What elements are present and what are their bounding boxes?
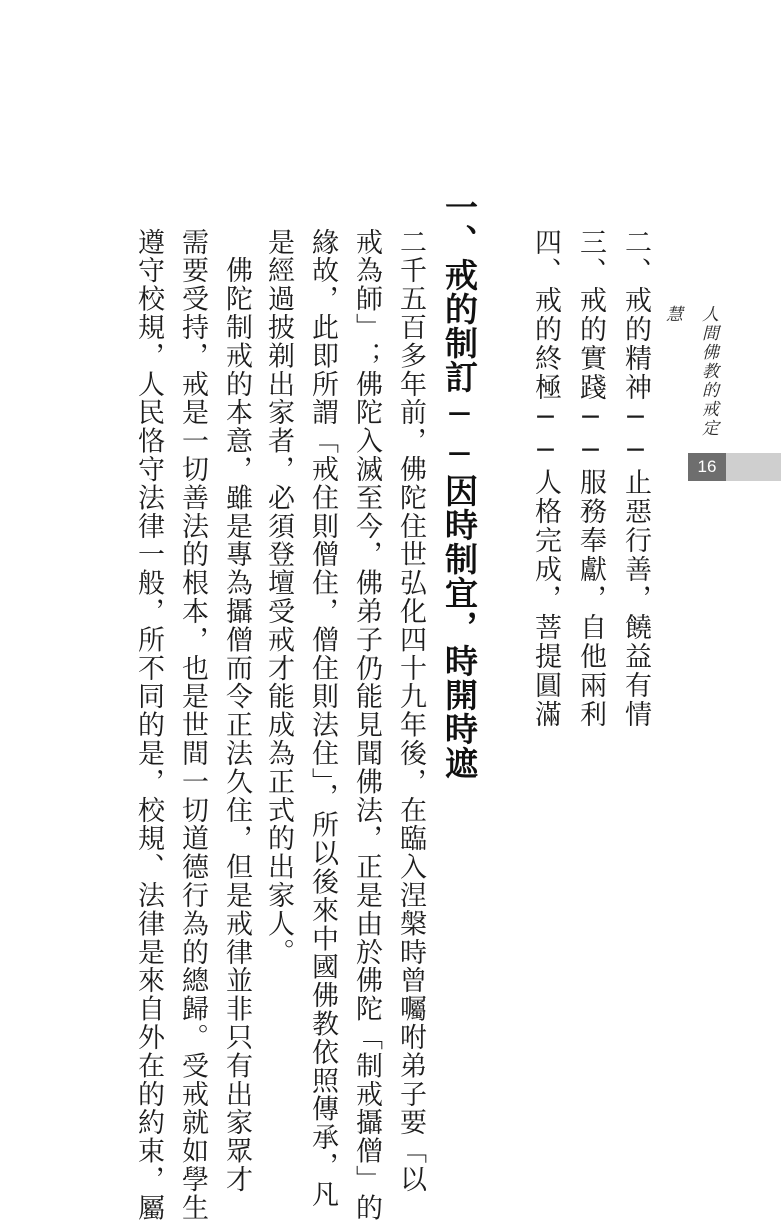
outline-item: 二、戒的精神──止惡行善，饒益有情 — [620, 228, 651, 729]
body-text-line: 遵守校規，人民恪守法律一般，所不同的是，校規、法律是來自外在的約束，屬 — [133, 228, 164, 1222]
body-text-line: 戒為師」；佛陀入滅至今，佛弟子仍能見聞佛法，正是由於佛陀「制戒攝僧」的 — [351, 228, 382, 1222]
section-heading: 一、戒的制訂──因時制宜，時開時遮 — [440, 190, 479, 780]
body-text-line: 緣故，此即所謂「戒住則僧住，僧住則法住」，所以後來中國佛教依照傳承，凡 — [307, 228, 338, 1209]
body-text-line: 是經過披剃出家者，必須登壇受戒才能成為正式的出家人。 — [263, 228, 294, 967]
outline-item: 三、戒的實踐──服務奉獻，自他兩利 — [575, 228, 606, 729]
body-text-line: 佛陀制戒的本意，雖是專為攝僧而令正法久住，但是戒律並非只有出家眾才 — [221, 228, 252, 1194]
body-text-line: 二千五百多年前，佛陀住世弘化四十九年後，在臨入涅槃時曾囑咐弟子要「以 — [395, 228, 426, 1194]
running-header-book-title: 人間佛教的戒定慧 — [662, 305, 718, 438]
outline-item: 四、戒的終極──人格完成，菩提圓滿 — [530, 228, 561, 729]
page-number: 16 — [688, 453, 726, 481]
body-text-line: 需要受持，戒是一切善法的根本，也是世間一切道德行為的總歸。受戒就如學生 — [177, 228, 208, 1222]
